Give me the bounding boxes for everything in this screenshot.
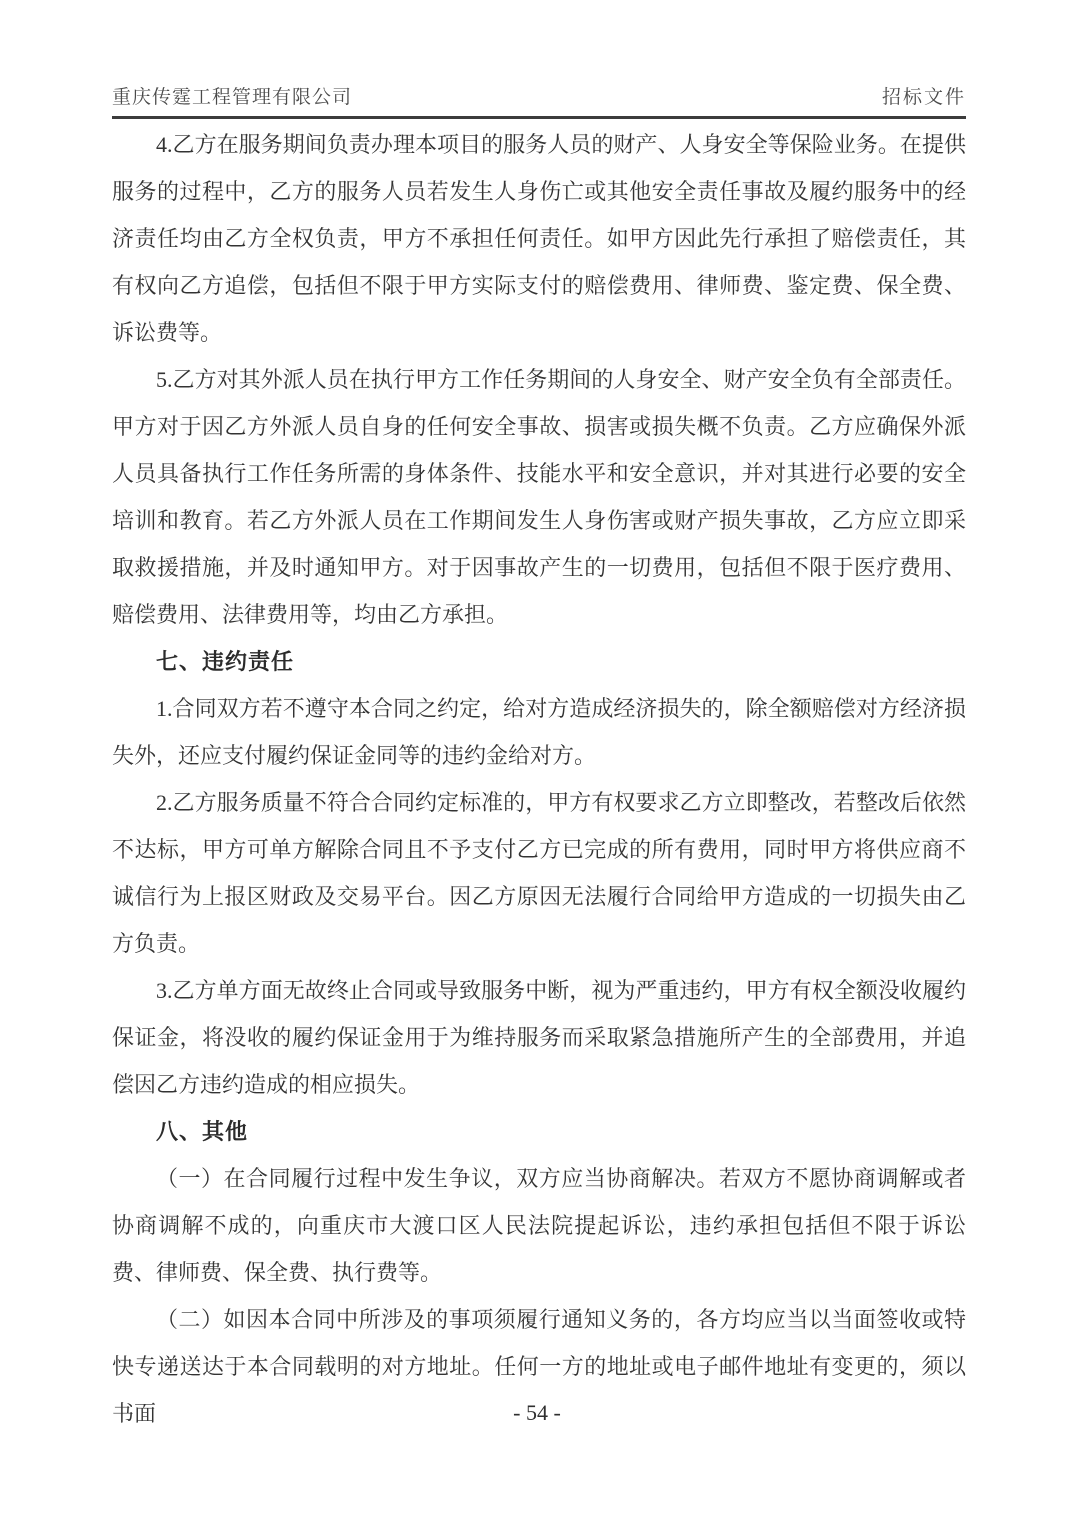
header-company-name: 重庆传霆工程管理有限公司 — [112, 87, 353, 108]
document-body — [112, 121, 966, 1437]
breach-clause-2: 2.乙方服务质量不符合合同约定标准的，甲方有权要求乙方立即整改，若整改后依然不达标，甲方可单方解除合同且不予支付乙方已完成的所有费用，同时甲方将供应商不诚信行为上报区财政及交易平台。因乙方原因无法履行合同给甲方造成的一切损失由乙方负责。 — [112, 790, 966, 956]
page-footer — [0, 1396, 1074, 1430]
section-heading-breach-liability: 七、违约责任 — [156, 649, 295, 674]
others-clause-2-notice-obligation: （二）如因本合同中所涉及的事项须履行通知义务的，各方均应当以当面签收或特快专递送达于本合同载明的对方地址。任何一方的地址或电子邮件地址有变更的，须以书面 — [112, 1307, 966, 1426]
clause-5-dispatched-personnel-liability: 5.乙方对其外派人员在执行甲方工作任务期间的人身安全、财产安全负有全部责任。甲方对于因乙方外派人员自身的任何安全事故、损害或损失概不负责。乙方应确保外派人员具备执行工作任务所需的身体条件、技能水平和安全意识，并对其进行必要的安全培训和教育。若乙方外派人员在工作期间发生人身伤害或财产损失事故，乙方应立即采取救援措施，并及时通知甲方。对于因事故产生的一切费用，包括但不限于医疗费用、赔偿费用、法律费用等，均由乙方承担。 — [112, 367, 966, 627]
section-heading-others: 八、其他 — [156, 1119, 249, 1144]
header-doc-type: 招标文件 — [881, 87, 966, 108]
breach-clause-3: 3.乙方单方面无故终止合同或导致服务中断，视为严重违约，甲方有权全额没收履约保证金，将没收的履约保证金用于为维持服务而采取紧急措施所产生的全部费用，并追偿因乙方违约造成的相应损失。 — [112, 978, 966, 1097]
page-number: - 54 - — [513, 1400, 561, 1425]
others-clause-1-dispute-resolution: （一）在合同履行过程中发生争议，双方应当协商解决。若双方不愿协商调解或者协商调解不成的，向重庆市大渡口区人民法院提起诉讼，违约承担包括但不限于诉讼费、律师费、保全费、执行费等。 — [112, 1166, 966, 1285]
page-header — [112, 82, 966, 119]
clause-4-insurance-liability: 4.乙方在服务期间负责办理本项目的服务人员的财产、人身安全等保险业务。在提供服务的过程中，乙方的服务人员若发生人身伤亡或其他安全责任事故及履约服务中的经济责任均由乙方全权负责，甲方不承担任何责任。如甲方因此先行承担了赔偿责任，其有权向乙方追偿，包括但不限于甲方实际支付的赔偿费用、律师费、鉴定费、保全费、诉讼费等。 — [112, 132, 966, 345]
breach-clause-1: 1.合同双方若不遵守本合同之约定，给对方造成经济损失的，除全额赔偿对方经济损失外，还应支付履约保证金同等的违约金给对方。 — [112, 696, 966, 768]
